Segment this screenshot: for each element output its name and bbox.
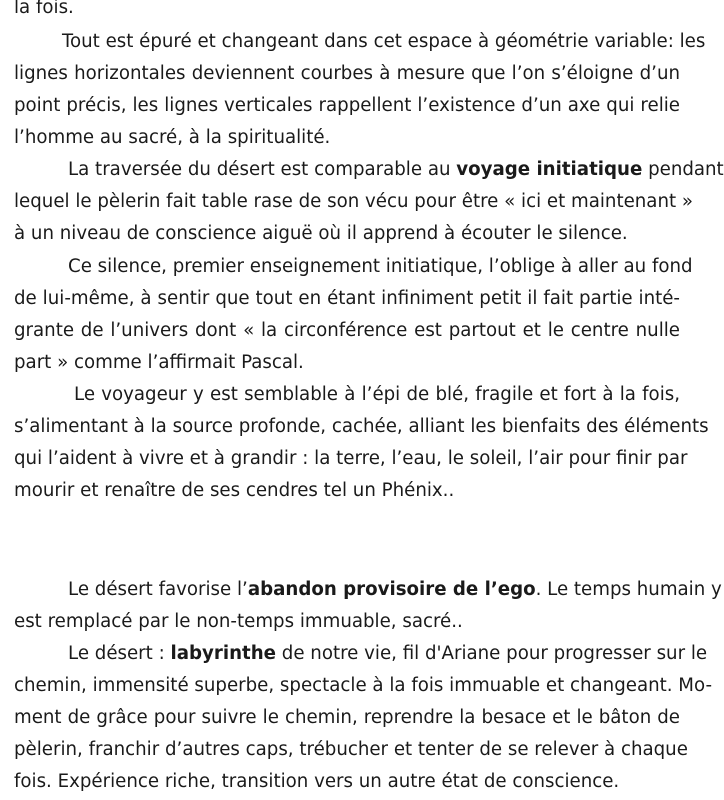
text-line: Tout est épuré et changeant dans cet espace à géométrie variable: les [62,31,706,52]
text-line: lequel le pèlerin fait table rase de son vécu pour être « ici et maintenant » [14,191,694,212]
text-line: chemin, immensité superbe, spectacle à la fois immuable et changeant. Mo- [14,675,713,696]
text-line: ment de grâce pour suivre le chemin, reprendre la besace et le bâton de [14,707,680,728]
text-run: pendant [642,159,724,180]
text-line [14,641,708,667]
text-line [14,157,724,183]
text-line: pèlerin, franchir d’autres caps, trébucher et tenter de se relever à chaque [14,739,688,760]
text-line: part » comme l’affirmait Pascal. [14,352,304,373]
text-line: lignes horizontales deviennent courbes à mesure que l’on s’éloigne d’un [14,63,680,84]
text-line: mourir et renaître de ses cendres tel un Phénix.. [14,480,455,501]
text-line: Ce silence, premier enseignement initiatique, l’oblige à aller au fond [68,256,693,277]
text-run: La traversée du désert est comparable au [68,159,457,180]
text-line: qui l’aident à vivre et à grandir : la terre, l’eau, le soleil, l’air pour finir par [14,448,688,469]
text-line: la fois. [14,0,74,18]
emphasis-abandon-ego: abandon provisoire de l’ego [247,579,536,600]
text-line: à un niveau de conscience aiguë où il apprend à écouter le silence. [14,223,628,244]
text-line: est remplacé par le non-temps immuable, sacré.. [14,611,463,632]
text-run: . Le temps humain y [535,579,722,600]
text-line: grante de l’univers dont « la circonférence est partout et le centre nulle [14,320,680,341]
text-line: l’homme au sacré, à la spiritualité. [14,127,331,148]
text-run: de notre vie, fil d'Ariane pour progresser sur le [276,643,708,664]
text-line: point précis, les lignes verticales rappellent l’existence d’un axe qui relie [14,95,680,116]
text-line: Le voyageur y est semblable à l’épi de blé, fragile et fort à la fois, [74,384,680,405]
emphasis-voyage-initiatique: voyage initiatique [456,159,643,180]
emphasis-labyrinthe: labyrinthe [170,643,276,664]
text-run: Le désert : [68,643,171,664]
text-line: s’alimentant à la source profonde, cachée, alliant les bienfaits des éléments [14,416,709,437]
text-line [14,577,722,603]
text-run: Le désert favorise l’ [68,579,248,600]
text-line: de lui-même, à sentir que tout en étant infiniment petit il fait partie inté- [14,288,680,309]
text-line: fois. Expérience riche, transition vers un autre état de conscience. [14,771,620,792]
